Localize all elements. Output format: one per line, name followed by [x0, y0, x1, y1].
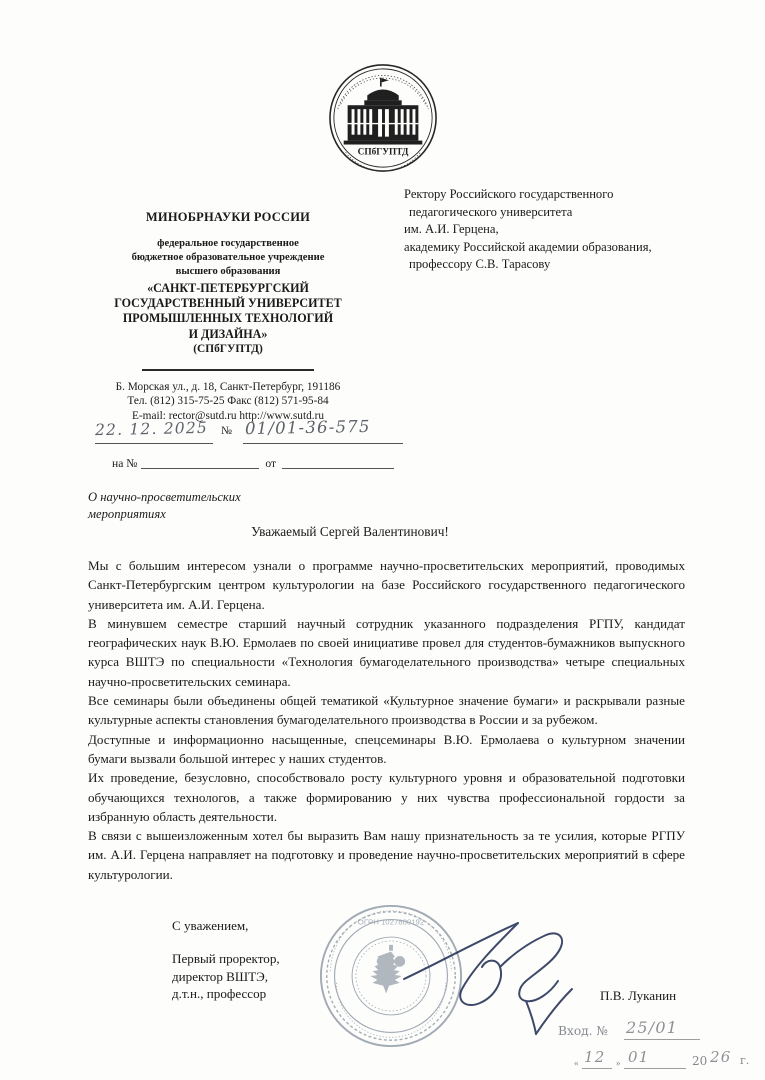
letterhead-divider	[142, 369, 314, 371]
org-main-line: ГОСУДАРСТВЕННЫЙ УНИВЕРСИТЕТ	[114, 296, 342, 311]
org-subordinate-lines	[78, 237, 378, 280]
letter-body	[88, 556, 685, 884]
closing-salutation: С уважением,	[172, 918, 249, 933]
ministry-name: МИНОБРНАУКИ РОССИИ	[145, 210, 311, 224]
addressee-line: педагогического университета	[409, 204, 573, 219]
contact-address: Б. Морская ул., д. 18, Санкт-Петербург, 191186	[115, 380, 341, 393]
body-paragraph: В связи с вышеизложенным хотел бы выразить Вам нашу признательность за те усилия, которые РГПУ им. А.И. Герцена направляет на подготовку и проведение научно-просветительских мероприятий в сфере культурологии.	[88, 828, 685, 882]
registration-date: 22. 12. 2025	[94, 418, 209, 440]
org-sub-line: высшего образования	[175, 266, 281, 278]
incoming-quote-open: «	[574, 1058, 579, 1068]
seal-ogrn-text: ОГРН 1027800192	[357, 917, 425, 927]
addressee-line: им. А.И. Герцена,	[404, 222, 499, 237]
reference-prefix-label: на №	[112, 457, 138, 470]
signatory-title	[172, 950, 280, 1003]
addressee-line: профессору С.В. Тарасову	[409, 257, 551, 272]
emblem-caption: СПбГУПТД	[357, 147, 408, 158]
contact-phone-fax: Тел. (812) 315-75-25 Факс (812) 571-95-84	[127, 395, 329, 408]
org-main-name	[78, 281, 378, 343]
university-emblem-icon	[324, 62, 442, 174]
org-sub-line: бюджетное образовательное учреждение	[131, 252, 325, 264]
registration-date-rule	[95, 443, 213, 444]
contact-email-web: E-mail: rector@sutd.ru http://www.sutd.ru	[132, 410, 324, 423]
incoming-number-rule	[624, 1039, 700, 1040]
addressee-line: академику Российской академии образования,	[404, 239, 652, 254]
org-main-line: И ДИЗАЙНА»	[188, 326, 268, 341]
reference-date-blank	[282, 456, 394, 469]
addressee-block	[404, 186, 754, 274]
registration-number: 01/01-36-575	[244, 416, 371, 439]
reference-line	[112, 456, 512, 470]
incoming-number-label: Вход. №	[558, 1024, 608, 1038]
organization-block	[78, 210, 378, 424]
body-paragraph: Мы с большим интересом узнали о программе научно-просветительских мероприятий, проводимых Санкт-Петербургским центром культурологии на базе Российского государственного педагогического университета им. А.И. Герцена.	[88, 558, 685, 612]
incoming-month-rule	[624, 1068, 686, 1069]
registration-number-label: №	[221, 425, 232, 437]
incoming-registration-stamp	[558, 1018, 758, 1074]
body-paragraph: В минувшем семестре старший научный сотрудник указанного подразделения РГПУ, кандидат географических наук В.Ю. Ермолаев по своей инициативе провел для студентов-бумажников выпускного курса ВШТЭ по специальности «Технология бумагоделательного производства» четыре специальных научно-просветительских семинара.	[88, 615, 685, 689]
greeting-line: Уважаемый Сергей Валентинович!	[251, 524, 449, 539]
subject-text-line: мероприятиях	[88, 507, 166, 521]
body-paragraph: Доступные и информационно насыщенные, спецсеминары В.Ю. Ермолаева о культурном значении бумаги вызвали большой интерес у наших студентов.	[88, 731, 685, 766]
incoming-number-row	[558, 1018, 758, 1044]
signatory-name: П.В. Луканин	[600, 988, 677, 1003]
addressee-line: Ректору Российского государственного	[404, 187, 614, 201]
incoming-quote-close: »	[616, 1058, 621, 1068]
org-sub-line: федеральное государственное	[157, 238, 299, 249]
header-columns	[0, 186, 765, 423]
reference-number-blank	[141, 456, 259, 469]
incoming-number-value: 25/01	[626, 1018, 679, 1037]
org-main-line: ПРОМЫШЛЕННЫХ ТЕХНОЛОГИЙ	[122, 311, 334, 326]
incoming-year-suffix: г.	[740, 1054, 750, 1067]
incoming-year-value: 26	[710, 1048, 732, 1066]
signatory-title-line: Первый проректор,	[172, 951, 280, 966]
incoming-date-row	[558, 1048, 758, 1074]
org-main-line: «САНКТ-ПЕТЕРБУРГСКИЙ	[147, 280, 309, 295]
body-paragraph: Все семинары были объединены общей тематикой «Культурное значение бумаги» и раскрывали разные культурные аспекты становления бумагоделательного производства в России и за рубежом.	[88, 693, 685, 728]
org-abbreviation: (СПбГУПТД)	[193, 343, 263, 356]
incoming-month-value: 01	[628, 1048, 650, 1066]
emblem-container	[0, 62, 765, 174]
reference-from-label: от	[265, 457, 277, 470]
signatory-title-line: директор ВШТЭ,	[172, 968, 268, 984]
subject-text-line: О научно-просветительских	[88, 490, 241, 504]
letterhead	[0, 62, 765, 423]
body-paragraph: Их проведение, безусловно, способствовало росту культурного уровня и образовательной подготовки обучающихся технологов, а также формированию у них чувства профессиональной гордости за избранную область деятельности.	[88, 770, 685, 824]
incoming-day-rule	[582, 1068, 612, 1069]
incoming-day-value: 12	[584, 1048, 606, 1066]
signatory-title-line: д.т.н., профессор	[172, 986, 267, 1002]
incoming-year-prefix: 20	[692, 1054, 708, 1068]
registration-number-rule	[243, 443, 403, 444]
subject-line	[88, 489, 388, 523]
